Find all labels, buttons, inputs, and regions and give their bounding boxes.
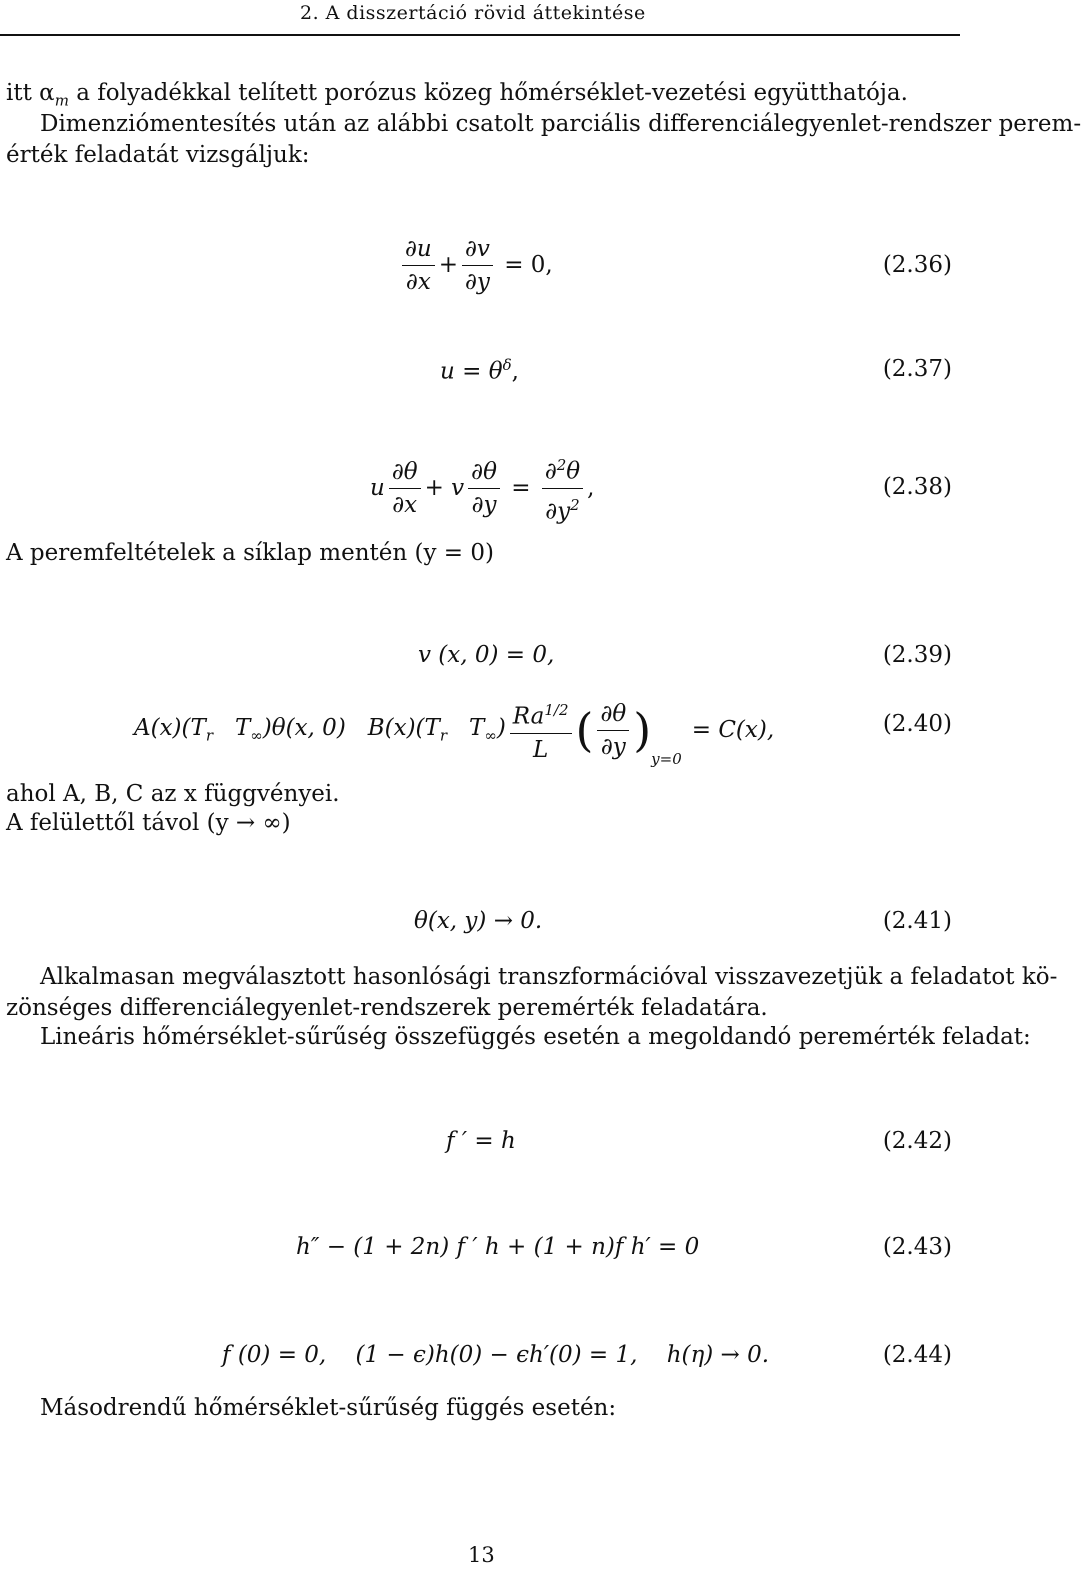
equation-2-37 bbox=[440, 356, 519, 385]
equation-2-44: f (0) = 0, (1 − ϵ)h(0) − ϵh′(0) = 1, h(η) → 0. bbox=[222, 1342, 770, 1368]
equation-number: (2.41) bbox=[882, 908, 952, 934]
paragraph-line: érték feladatát vizsgáljuk: bbox=[6, 142, 310, 168]
equation-number: (2.43) bbox=[882, 1234, 952, 1260]
equation-number: (2.40) bbox=[882, 711, 952, 737]
paragraph-line: Lineáris hőmérséklet-sűrűség összefüggés esetén a megoldandó peremérték feladat: bbox=[40, 1024, 1031, 1050]
superscript: δ bbox=[502, 356, 512, 374]
equation-2-42: f ′ = h bbox=[446, 1128, 516, 1154]
paragraph-line: ahol A, B, C az x függvényei. bbox=[6, 781, 340, 807]
paragraph-line: Alkalmasan megválasztott hasonlósági transzformációval visszavezetjük a feladatot kö- bbox=[40, 964, 1058, 990]
fraction: $\frac{\partial v}{\partial y}$ bbox=[462, 235, 493, 296]
fraction: $\frac{Ra^{1/2}}{L}$ bbox=[510, 696, 572, 764]
fraction: $\frac{\partial\theta}{\partial y}$ bbox=[597, 700, 629, 761]
equation-2-38: u $\frac{\partial\theta}{\partial x}$ + v $\frac{\partial\theta}{\partial y}$ = $\frac{\partial^2\theta}{\partial y^2}$ , bbox=[370, 455, 594, 521]
equation-number: (2.36) bbox=[882, 252, 952, 278]
equation-text: u = θ bbox=[440, 358, 503, 385]
running-header: 2. A disszertáció rövid áttekintése bbox=[300, 2, 646, 24]
equation-number: (2.38) bbox=[882, 474, 952, 500]
operator: + bbox=[438, 252, 458, 278]
paragraph-text: itt α bbox=[6, 80, 55, 106]
paragraph-line: A felülettől távol (y → ∞) bbox=[6, 810, 291, 836]
equation-2-36 bbox=[398, 232, 553, 298]
equation-rhs: = 0, bbox=[496, 252, 553, 278]
page-number: 13 bbox=[468, 1543, 495, 1567]
equation-2-40: $A(x)(T_r$ $T_\infty)\theta(x$, 0) $B(x)(T_r$ $T_\infty$) $\frac{Ra^{1/2}}{L}$ ( $\frac{\partial\theta}{\partial y}$ ) y=0 = C(x), bbox=[134, 690, 774, 770]
paragraph-text: a folyadékkal telített porózus közeg hőmérséklet-vezetési együtthatója. bbox=[68, 80, 908, 106]
fraction: $\frac{\partial^2\theta}{\partial y^2}$ bbox=[542, 451, 583, 525]
fraction: $\frac{\partial\theta}{\partial x}$ bbox=[389, 458, 421, 519]
header-rule bbox=[0, 34, 960, 36]
equation-number: (2.44) bbox=[882, 1342, 952, 1368]
fraction: $\frac{\partial\theta}{\partial y}$ bbox=[468, 458, 500, 519]
equation-number: (2.42) bbox=[882, 1128, 952, 1154]
equation-rhs: = C(x), bbox=[691, 717, 775, 743]
equation-2-41: θ(x, y) → 0. bbox=[414, 908, 543, 934]
equation-2-43: h″ − (1 + 2n) f ′ h + (1 + n)f h′ = 0 bbox=[296, 1234, 700, 1260]
equation-2-39: v (x, 0) = 0, bbox=[418, 642, 555, 668]
equation-text: , bbox=[511, 358, 519, 385]
subscript: m bbox=[54, 91, 69, 110]
paragraph-line: Dimenziómentesítés után az alábbi csatolt parciális differenciálegyenlet-rendszer perem- bbox=[40, 111, 1081, 137]
fraction: $\frac{\partial u}{\partial x}$ bbox=[402, 235, 435, 296]
equation-number: (2.39) bbox=[882, 642, 952, 668]
paragraph-line: A peremfeltételek a síklap mentén (y = 0) bbox=[6, 540, 494, 566]
paragraph-line: zönséges differenciálegyenlet-rendszerek peremérték feladatára. bbox=[6, 995, 768, 1021]
paragraph-line: Másodrendű hőmérséklet-sűrűség függés esetén: bbox=[40, 1395, 617, 1421]
equation-number: (2.37) bbox=[882, 356, 952, 382]
